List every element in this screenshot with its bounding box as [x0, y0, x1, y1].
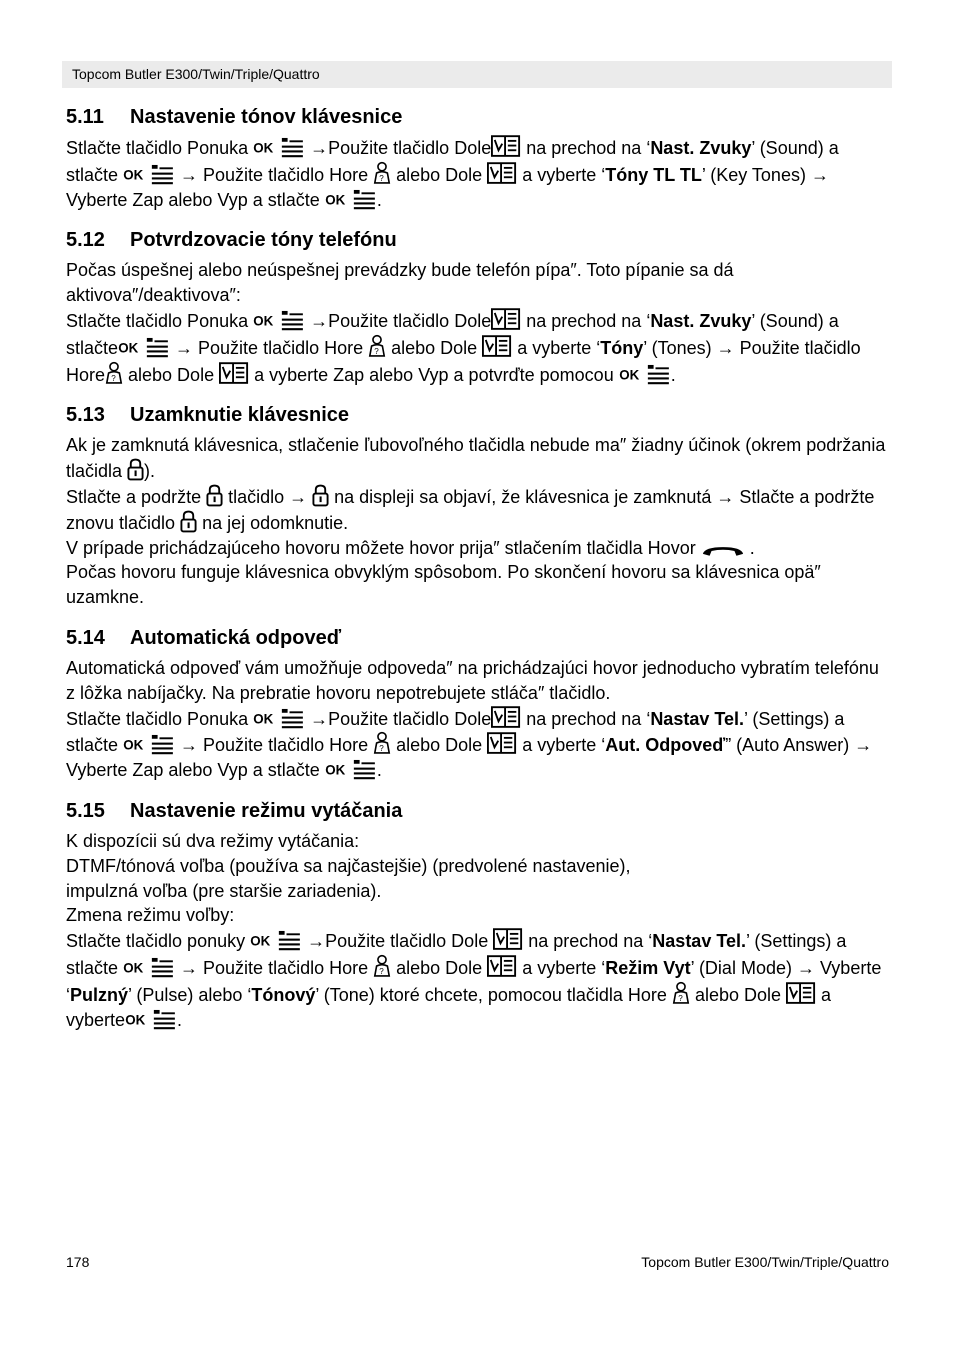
ok-menu-icon [123, 164, 175, 185]
section-heading: 5.14 Automatická odpoveď [66, 626, 342, 649]
lock-key-icon [312, 484, 329, 507]
down-phonebook-icon [219, 362, 249, 385]
up-intercom-icon [368, 334, 386, 358]
down-phonebook-icon [487, 955, 517, 978]
ok-menu-icon [325, 759, 377, 780]
paragraph: Stlačte a podržte tlačidlo → na displeji sa objaví, že klávesnica je zamknutá → Stlačte a podržte znovu tlačidlo na jej odomknutie. [66, 484, 892, 536]
ok-menu-icon [125, 1009, 177, 1030]
paragraph: DTMF/tónová voľba (používa sa najčastejšie) (predvolené nastavenie), [66, 855, 631, 876]
paragraph: Počas hovoru funguje klávesnica obvyklým spôsobom. Po skončení hovoru sa klávesnica opä″ uzamkne. [66, 562, 821, 608]
down-phonebook-icon [491, 308, 521, 331]
document-body [66, 104, 892, 1047]
down-phonebook-icon [482, 335, 512, 358]
header-title: Topcom Butler E300/Twin/Triple/Quattro [72, 66, 320, 82]
up-intercom-icon [373, 731, 391, 755]
ok-menu-icon [619, 364, 671, 385]
section-5-13 [66, 402, 892, 610]
paragraph: K dispozícii sú dva režimy vytáčania: [66, 830, 360, 851]
section-heading: 5.15 Nastavenie režimu vytáčania [66, 799, 403, 822]
down-phonebook-icon [493, 928, 523, 951]
paragraph: Stlačte tlačidlo Ponuka →Použite tlačidlo Dole na prechod na ‘Nast. Zvuky’ (Sound) a stlačte → Použite tlačidlo Hore alebo Dole a vyberte ‘Tóny TL TL’ (Key Tones) → Vyberte Zap alebo Vyp a stlačte . [66, 135, 892, 212]
section-5-11 [66, 104, 892, 212]
section-5-15 [66, 798, 892, 1032]
talk-handset-icon [701, 544, 745, 558]
lock-key-icon [206, 484, 223, 507]
section-heading: 5.11 Nastavenie tónov klávesnice [66, 106, 403, 128]
ok-menu-icon [253, 137, 305, 158]
section-5-14 [66, 625, 892, 783]
ok-menu-icon [325, 189, 377, 210]
ok-menu-icon [123, 957, 175, 978]
page-number: 178 [66, 1254, 90, 1270]
paragraph: Automatická odpoveď vám umožňuje odpoveda″ na prichádzajúci hovor jednoducho vybratím telefónu z lôžka nabíjačky. Na prebratie hovoru nepotrebujete stláča″ tlačidlo. [66, 657, 879, 703]
up-intercom-icon [105, 361, 123, 385]
paragraph: impulzná voľba (pre staršie zariadenia). [66, 880, 382, 901]
down-phonebook-icon [786, 982, 816, 1005]
paragraph: V prípade prichádzajúceho hovoru môžete hovor prija″ stlačením tlačidla Hovor . [66, 537, 755, 558]
page-header [62, 61, 892, 88]
paragraph: Zmena režimu voľby: [66, 905, 235, 926]
section-5-12 [66, 227, 892, 387]
down-phonebook-icon [487, 162, 517, 185]
up-intercom-icon [373, 161, 391, 185]
paragraph: Stlačte tlačidlo Ponuka →Použite tlačidlo Dole na prechod na ‘Nastav Tel.’ (Settings) a stlačte → Použite tlačidlo Hore alebo Dole a vyberte ‘Aut. Odpoveď” (Auto Answer) → Vyberte Zap alebo Vyp a stlačte . [66, 706, 892, 783]
down-phonebook-icon [487, 732, 517, 755]
paragraph: Počas úspešnej alebo neúspešnej prevádzky bude telefón pípa″. Toto pípanie sa dá aktivova″/deaktivova″: [66, 260, 734, 306]
paragraph: Stlačte tlačidlo Ponuka →Použite tlačidlo Dole na prechod na ‘Nast. Zvuky’ (Sound) a stlačte → Použite tlačidlo Hore alebo Dole a vyberte ‘Tóny’ (Tones) → Použite tlačidlo Hore alebo Dole a vyberte Zap alebo Vyp a potvrďte pomocou . [66, 308, 892, 387]
ok-menu-icon [253, 310, 305, 331]
ok-menu-icon [253, 708, 305, 729]
footer-title: Topcom Butler E300/Twin/Triple/Quattro [641, 1254, 889, 1270]
ok-menu-icon [250, 930, 302, 951]
section-heading: 5.12 Potvrdzovacie tóny telefónu [66, 229, 397, 252]
up-intercom-icon [672, 981, 690, 1005]
ok-menu-icon [118, 337, 170, 358]
lock-key-icon [180, 510, 197, 533]
down-phonebook-icon [491, 135, 521, 158]
ok-menu-icon [123, 734, 175, 755]
paragraph: Ak je zamknutá klávesnica, stlačenie ľubovoľného tlačidla nebude ma″ žiadny účinok (okrem podržania tlačidla ). [66, 435, 886, 482]
paragraph: Stlačte tlačidlo ponuky →Použite tlačidlo Dole na prechod na ‘Nastav Tel.’ (Settings) a stlačte → Použite tlačidlo Hore alebo Dole a vyberte ‘Režim Vyt’ (Dial Mode) → Vyberte ‘Pulzný’ (Pulse) alebo ‘Tónový’ (Tone) ktoré chcete, pomocou tlačidla Hore alebo Dole a vyberte . [66, 928, 892, 1032]
section-heading: 5.13 Uzamknutie klávesnice [66, 404, 349, 427]
lock-key-icon [127, 458, 144, 481]
down-phonebook-icon [491, 706, 521, 729]
up-intercom-icon [373, 954, 391, 978]
